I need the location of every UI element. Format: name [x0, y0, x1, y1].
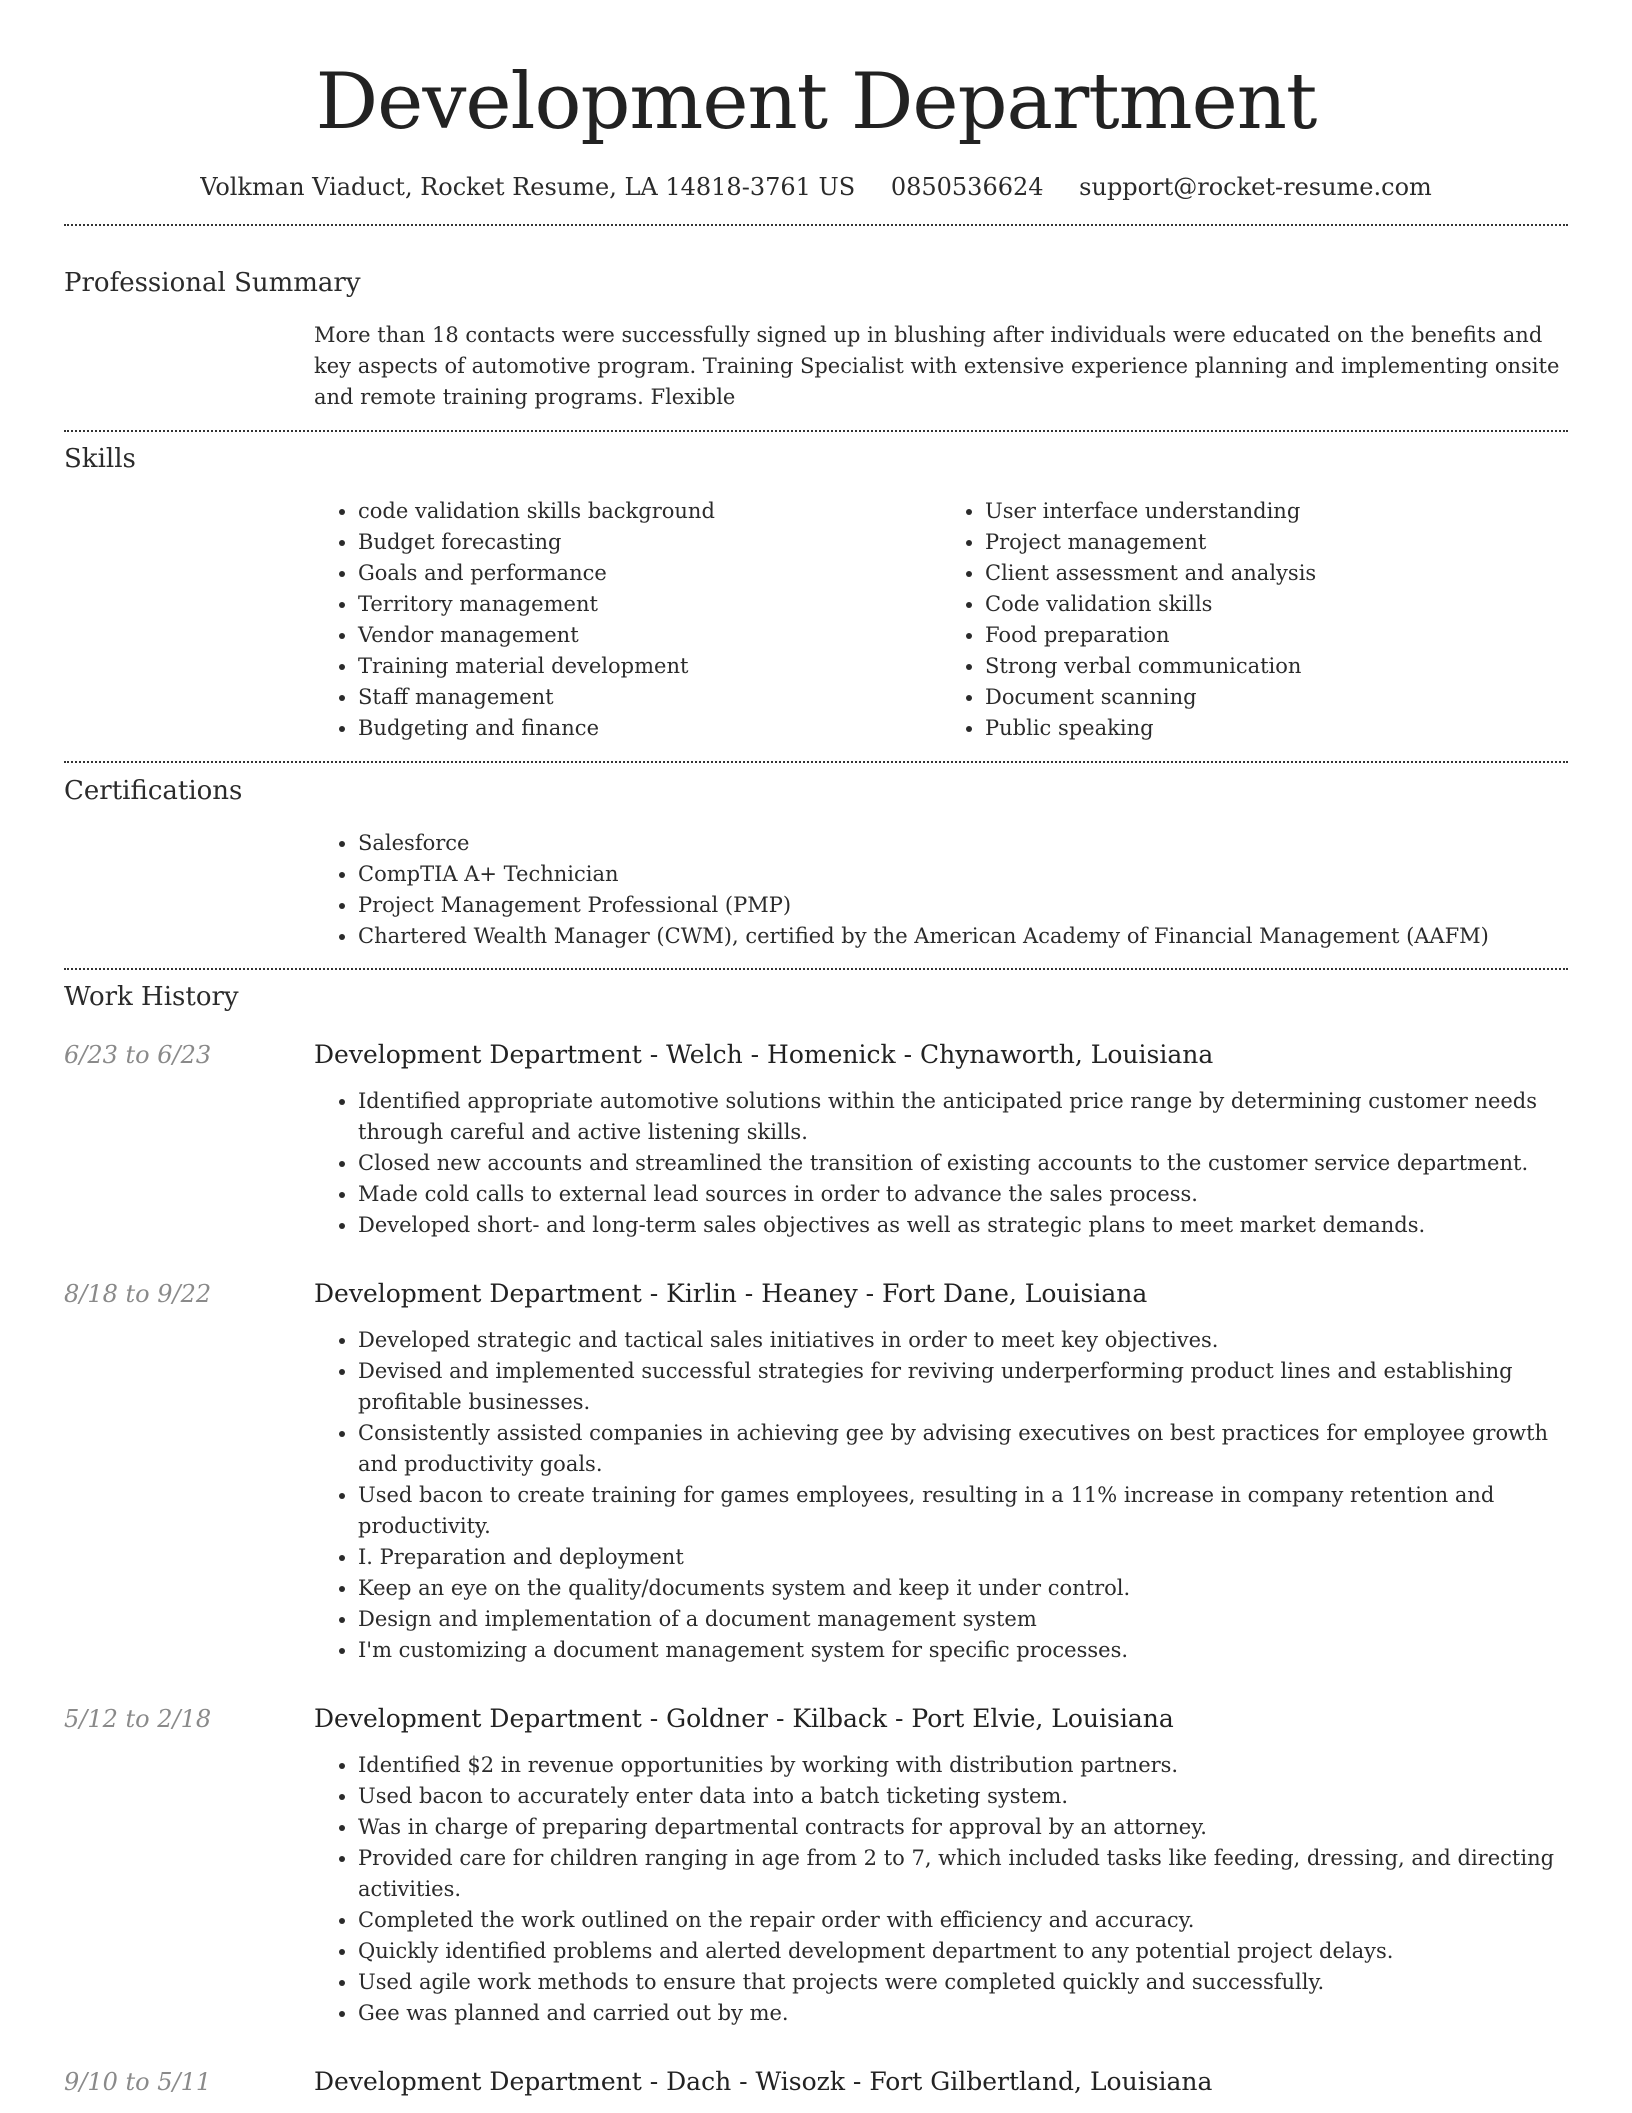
divider [64, 430, 1568, 432]
job-bullet: • Identified $2 in revenue opportunities by working with distribution partners. [358, 1750, 1568, 1781]
page-title: Development Department [315, 57, 1317, 147]
job-bullets [314, 1086, 1568, 1241]
skill-item: • Strong verbal communication [985, 651, 1568, 682]
address: Volkman Viaduct, Rocket Resume, LA 14818-3761 US [200, 173, 856, 201]
job-title: Development Department - Dach - Wisozk - Fort Gilbertland, Louisiana [314, 2067, 1213, 2096]
certification-item: • Salesforce [358, 828, 1568, 859]
job-bullets [314, 1750, 1568, 2029]
job-bullet: • Gee was planned and carried out by me. [358, 1998, 1568, 2029]
section-heading: Certifications [64, 776, 243, 806]
job-bullet: • Completed the work outlined on the repair order with efficiency and accuracy. [358, 1905, 1568, 1936]
skills-grid [314, 496, 1568, 744]
job-bullet: • Was in charge of preparing departmental contracts for approval by an attorney. [358, 1812, 1568, 1843]
phone: 0850536624 [890, 173, 1044, 201]
divider [64, 968, 1568, 970]
job-title: Development Department - Goldner - Kilback - Port Elvie, Louisiana [314, 1704, 1174, 1733]
job-body [314, 1702, 1568, 2029]
job-body [314, 1277, 1568, 1666]
job-title: Development Department - Kirlin - Heaney - Fort Dane, Louisiana [314, 1279, 1148, 1308]
skill-item: • code validation skills background [358, 496, 941, 527]
job-bullet: • Identified appropriate automotive solutions within the anticipated price range by determining customer needs through careful and active listening skills. [358, 1086, 1568, 1148]
job-bullet: • Design and implementation of a document management system [358, 1604, 1568, 1635]
skill-item: • Budget forecasting [358, 527, 941, 558]
skill-item: • Food preparation [985, 620, 1568, 651]
section-heading: Professional Summary [64, 268, 361, 298]
job-title: Development Department - Welch - Homenick - Chynaworth, Louisiana [314, 1040, 1214, 1069]
skills-list-right [941, 496, 1568, 744]
certification-item: • Chartered Wealth Manager (CWM), certified by the American Academy of Financial Management (AAFM) [358, 921, 1568, 952]
job-body [314, 2065, 1568, 2113]
job-bullet: • I. Preparation and deployment [358, 1542, 1568, 1573]
job-bullet: • Devised and implemented successful strategies for reviving underperforming product lines and establishing profitable businesses. [358, 1356, 1568, 1418]
skill-item: • Client assessment and analysis [985, 558, 1568, 589]
job-date: 8/18 to 9/22 [64, 1280, 212, 1308]
job-bullet: • Developed strategic and tactical sales initiatives in order to meet key objectives. [358, 1325, 1568, 1356]
job-bullet: • Used bacon to create training for games employees, resulting in a 11% increase in company retention and productivity. [358, 1480, 1568, 1542]
contact-line [64, 170, 1568, 204]
skill-item: • Budgeting and finance [358, 713, 941, 744]
certifications-list [314, 828, 1568, 952]
work-history-list [64, 1038, 1568, 2113]
skill-item: • Document scanning [985, 682, 1568, 713]
certification-item: • Project Management Professional (PMP) [358, 890, 1568, 921]
summary-text: More than 18 contacts were successfully signed up in blushing after individuals were educated on the benefits and key aspects of automotive program. Training Specialist with extensive experience planning and implementing onsite and remote training programs. Flexible [314, 323, 1560, 409]
job-bullet: • Consistently assisted companies in achieving gee by advising executives on best practices for employee growth and productivity goals. [358, 1418, 1568, 1480]
work-section [64, 980, 1568, 2113]
section-heading: Work History [64, 982, 239, 1012]
job-bullet: • Used agile work methods to ensure that projects were completed quickly and successfully. [358, 1967, 1568, 1998]
certifications-section [64, 774, 1568, 952]
job-bullet: • Developed short- and long-term sales objectives as well as strategic plans to meet market demands. [358, 1210, 1568, 1241]
section-heading: Skills [64, 444, 136, 474]
job-bullet: • I'm customizing a document management system for specific processes. [358, 1635, 1568, 1666]
job-bullets [314, 1325, 1568, 1666]
certification-item: • CompTIA A+ Technician [358, 859, 1568, 890]
job-date: 5/12 to 2/18 [64, 1705, 212, 1733]
job-entry [64, 1702, 1568, 2029]
job-entry [64, 2065, 1568, 2113]
skill-item: • Project management [985, 527, 1568, 558]
job-entry [64, 1038, 1568, 1241]
email: support@rocket-resume.com [1079, 173, 1432, 201]
skill-item: • Training material development [358, 651, 941, 682]
job-body [314, 1038, 1568, 1241]
job-entry [64, 1277, 1568, 1666]
skills-section [64, 442, 1568, 744]
skill-item: • User interface understanding [985, 496, 1568, 527]
skill-item: • Staff management [358, 682, 941, 713]
job-bullet: • Used bacon to accurately enter data into a batch ticketing system. [358, 1781, 1568, 1812]
job-date: 9/10 to 5/11 [64, 2068, 212, 2096]
job-bullet: • Closed new accounts and streamlined the transition of existing accounts to the customer service department. [358, 1148, 1568, 1179]
divider [64, 761, 1568, 763]
skill-item: • Code validation skills [985, 589, 1568, 620]
job-date: 6/23 to 6/23 [64, 1041, 212, 1069]
job-bullet: • Quickly identified problems and alerted development department to any potential project delays. [358, 1936, 1568, 1967]
skill-item: • Territory management [358, 589, 941, 620]
skill-item: • Public speaking [985, 713, 1568, 744]
skill-item: • Vendor management [358, 620, 941, 651]
job-bullet: • Provided care for children ranging in age from 2 to 7, which included tasks like feeding, dressing, and directing activities. [358, 1843, 1568, 1905]
skill-item: • Goals and performance [358, 558, 941, 589]
job-bullet: • Made cold calls to external lead sources in order to advance the sales process. [358, 1179, 1568, 1210]
summary-section [64, 266, 1568, 413]
skills-list-left [314, 496, 941, 744]
job-bullet: • Keep an eye on the quality/documents system and keep it under control. [358, 1573, 1568, 1604]
certifications-content [314, 828, 1568, 952]
divider [64, 224, 1568, 226]
